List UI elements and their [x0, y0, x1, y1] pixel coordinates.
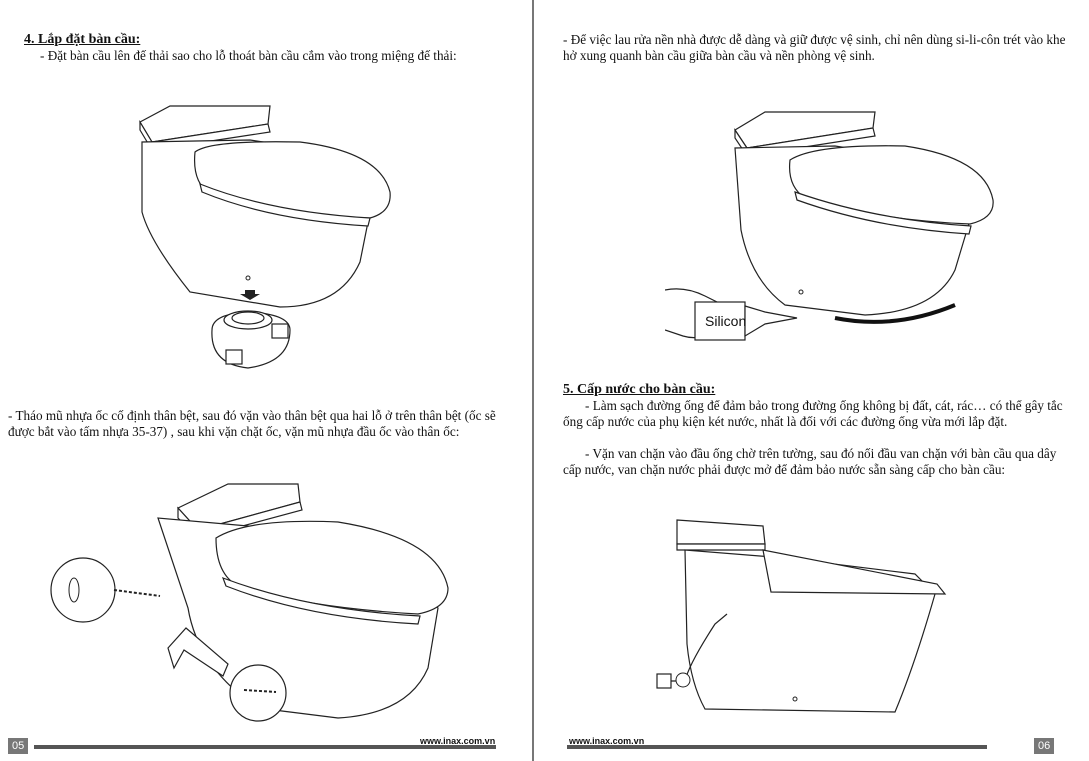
- section5-text-2: - Vặn van chặn vào đầu ống chờ trên tường, sau đó nối đầu van chặn với bàn cầu qua dây cấp nước, van chặn nước phải được mở để đảm bảo nước sẵn sàng cấp cho bàn cầu:: [563, 446, 1057, 477]
- bolt-instruction-text: - Tháo mũ nhựa ốc cố định thân bệt, sau đó vặn vào thân bệt qua hai lỗ ở trên thân bệt (ốc sẽ được bắt vào tấm nhựa 35-37) , sau khi vặn chặt ốc, vặn mũ nhựa đầu ốc vào thân ốc:: [8, 408, 496, 439]
- toilet-flange-illustration: [130, 92, 410, 382]
- toilet-water-supply-illustration: [645, 514, 965, 724]
- website-left: www.inax.com.vn: [420, 736, 496, 746]
- section5-heading: 5. Cấp nước cho bàn cầu:: [563, 382, 716, 397]
- right-page: [545, 0, 1089, 761]
- page-number-right: 06: [1034, 738, 1054, 754]
- left-page: [0, 0, 528, 761]
- silicone-text: - Để việc lau rửa nền nhà được dễ dàng và giữ được vệ sinh, chỉ nên dùng si-li-côn trét vào khe hở xung quanh bàn cầu giữa bàn cầu và nền phòng vệ sinh.: [563, 32, 1066, 63]
- toilet-bolt-illustration: [48, 478, 478, 740]
- website-right: www.inax.com.vn: [569, 736, 645, 746]
- section4-text: - Đặt bàn cầu lên đế thải sao cho lỗ thoát bàn cầu cắm vào trong miệng đế thải:: [40, 48, 457, 63]
- toilet-silicone-illustration: [665, 100, 1025, 360]
- section5-text-1: - Làm sạch đường ống để đảm bảo trong đường ống không bị đất, cát, rác… có thể gây tắc ống cấp nước của phụ kiện két nước, nhất là đối với các đường ống vừa mới lắp đặt.: [563, 398, 1063, 429]
- silicon-label: Silicon: [705, 313, 747, 329]
- section4-heading: 4. Lắp đặt bàn cầu:: [24, 32, 141, 47]
- page-number-left: 05: [8, 738, 28, 754]
- page-divider: [532, 0, 534, 761]
